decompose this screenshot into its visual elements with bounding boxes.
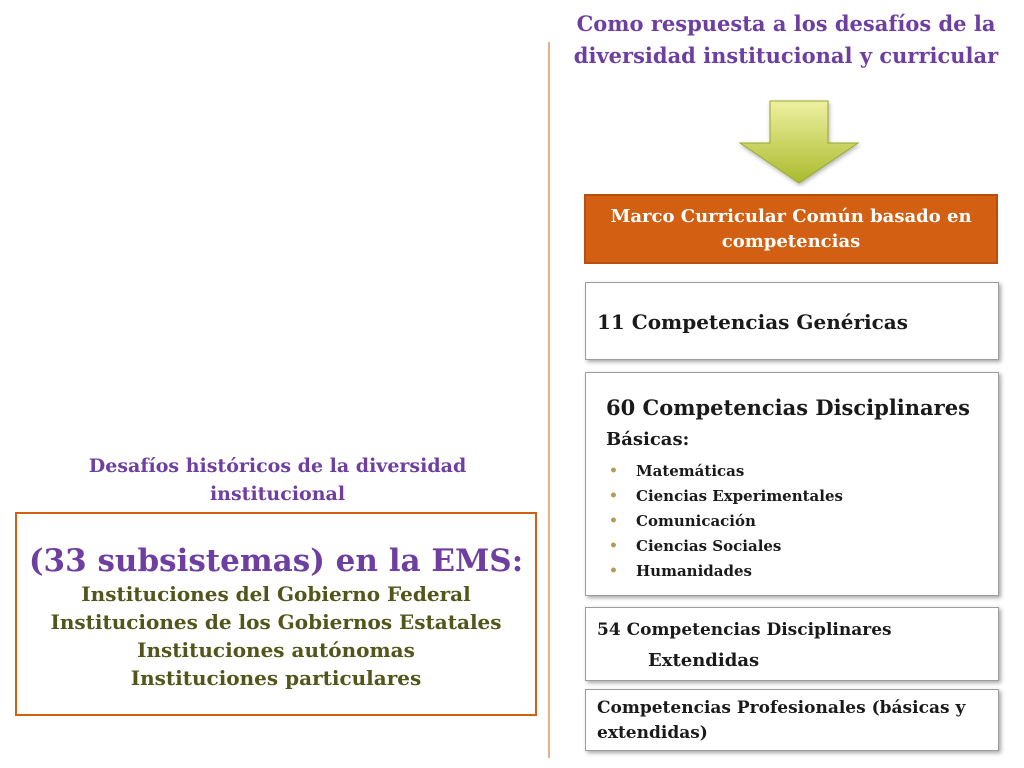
down-arrow-icon — [738, 99, 862, 187]
profesionales-box — [585, 689, 999, 751]
subsistema-item: Instituciones del Gobierno Federal — [81, 582, 471, 606]
profesionales-text: Competencias Profesionales (básicas y extendidas) — [597, 698, 966, 743]
list-item: • Humanidades — [606, 559, 843, 584]
list-item: • Comunicación — [606, 509, 843, 534]
bullet-icon: • — [609, 513, 618, 529]
genericas-text: 11 Competencias Genéricas — [597, 310, 908, 334]
bullet-icon: • — [609, 538, 618, 554]
basicas-title — [606, 393, 986, 455]
extendidas-line1: 54 Competencias Disciplinares — [597, 620, 892, 640]
left-heading: Desafíos históricos de la diversidad institucional — [88, 455, 467, 505]
marco-curricular-text: Marco Curricular Común basado en competencias — [610, 206, 972, 252]
basicas-box — [585, 372, 999, 596]
list-item: • Ciencias Sociales — [606, 534, 843, 559]
top-heading: Como respuesta a los desafíos de la diversidad institucional y curricular — [573, 11, 999, 68]
subsistemas-box — [15, 512, 537, 716]
bullet-icon: • — [609, 563, 618, 579]
genericas-box — [585, 282, 999, 360]
basicas-title-small: Básicas: — [606, 429, 690, 450]
basicas-list — [606, 459, 843, 584]
list-item: • Matemáticas — [606, 459, 843, 484]
subsistemas-title: (33 subsistemas) en la EMS: — [28, 543, 524, 579]
subsistema-item: Instituciones particulares — [130, 666, 422, 690]
extendidas-line2: Extendidas — [648, 650, 760, 671]
list-item: • Ciencias Experimentales — [606, 484, 843, 509]
bullet-icon: • — [609, 488, 618, 504]
subsistema-item: Instituciones autónomas — [137, 638, 415, 662]
basicas-title-main: 60 Competencias Disciplinares — [606, 395, 970, 420]
bullet-icon: • — [609, 463, 618, 479]
vertical-divider — [548, 42, 550, 758]
extendidas-box — [585, 607, 999, 681]
subsistema-item: Instituciones de los Gobiernos Estatales — [50, 610, 502, 634]
marco-curricular-box — [584, 194, 998, 264]
